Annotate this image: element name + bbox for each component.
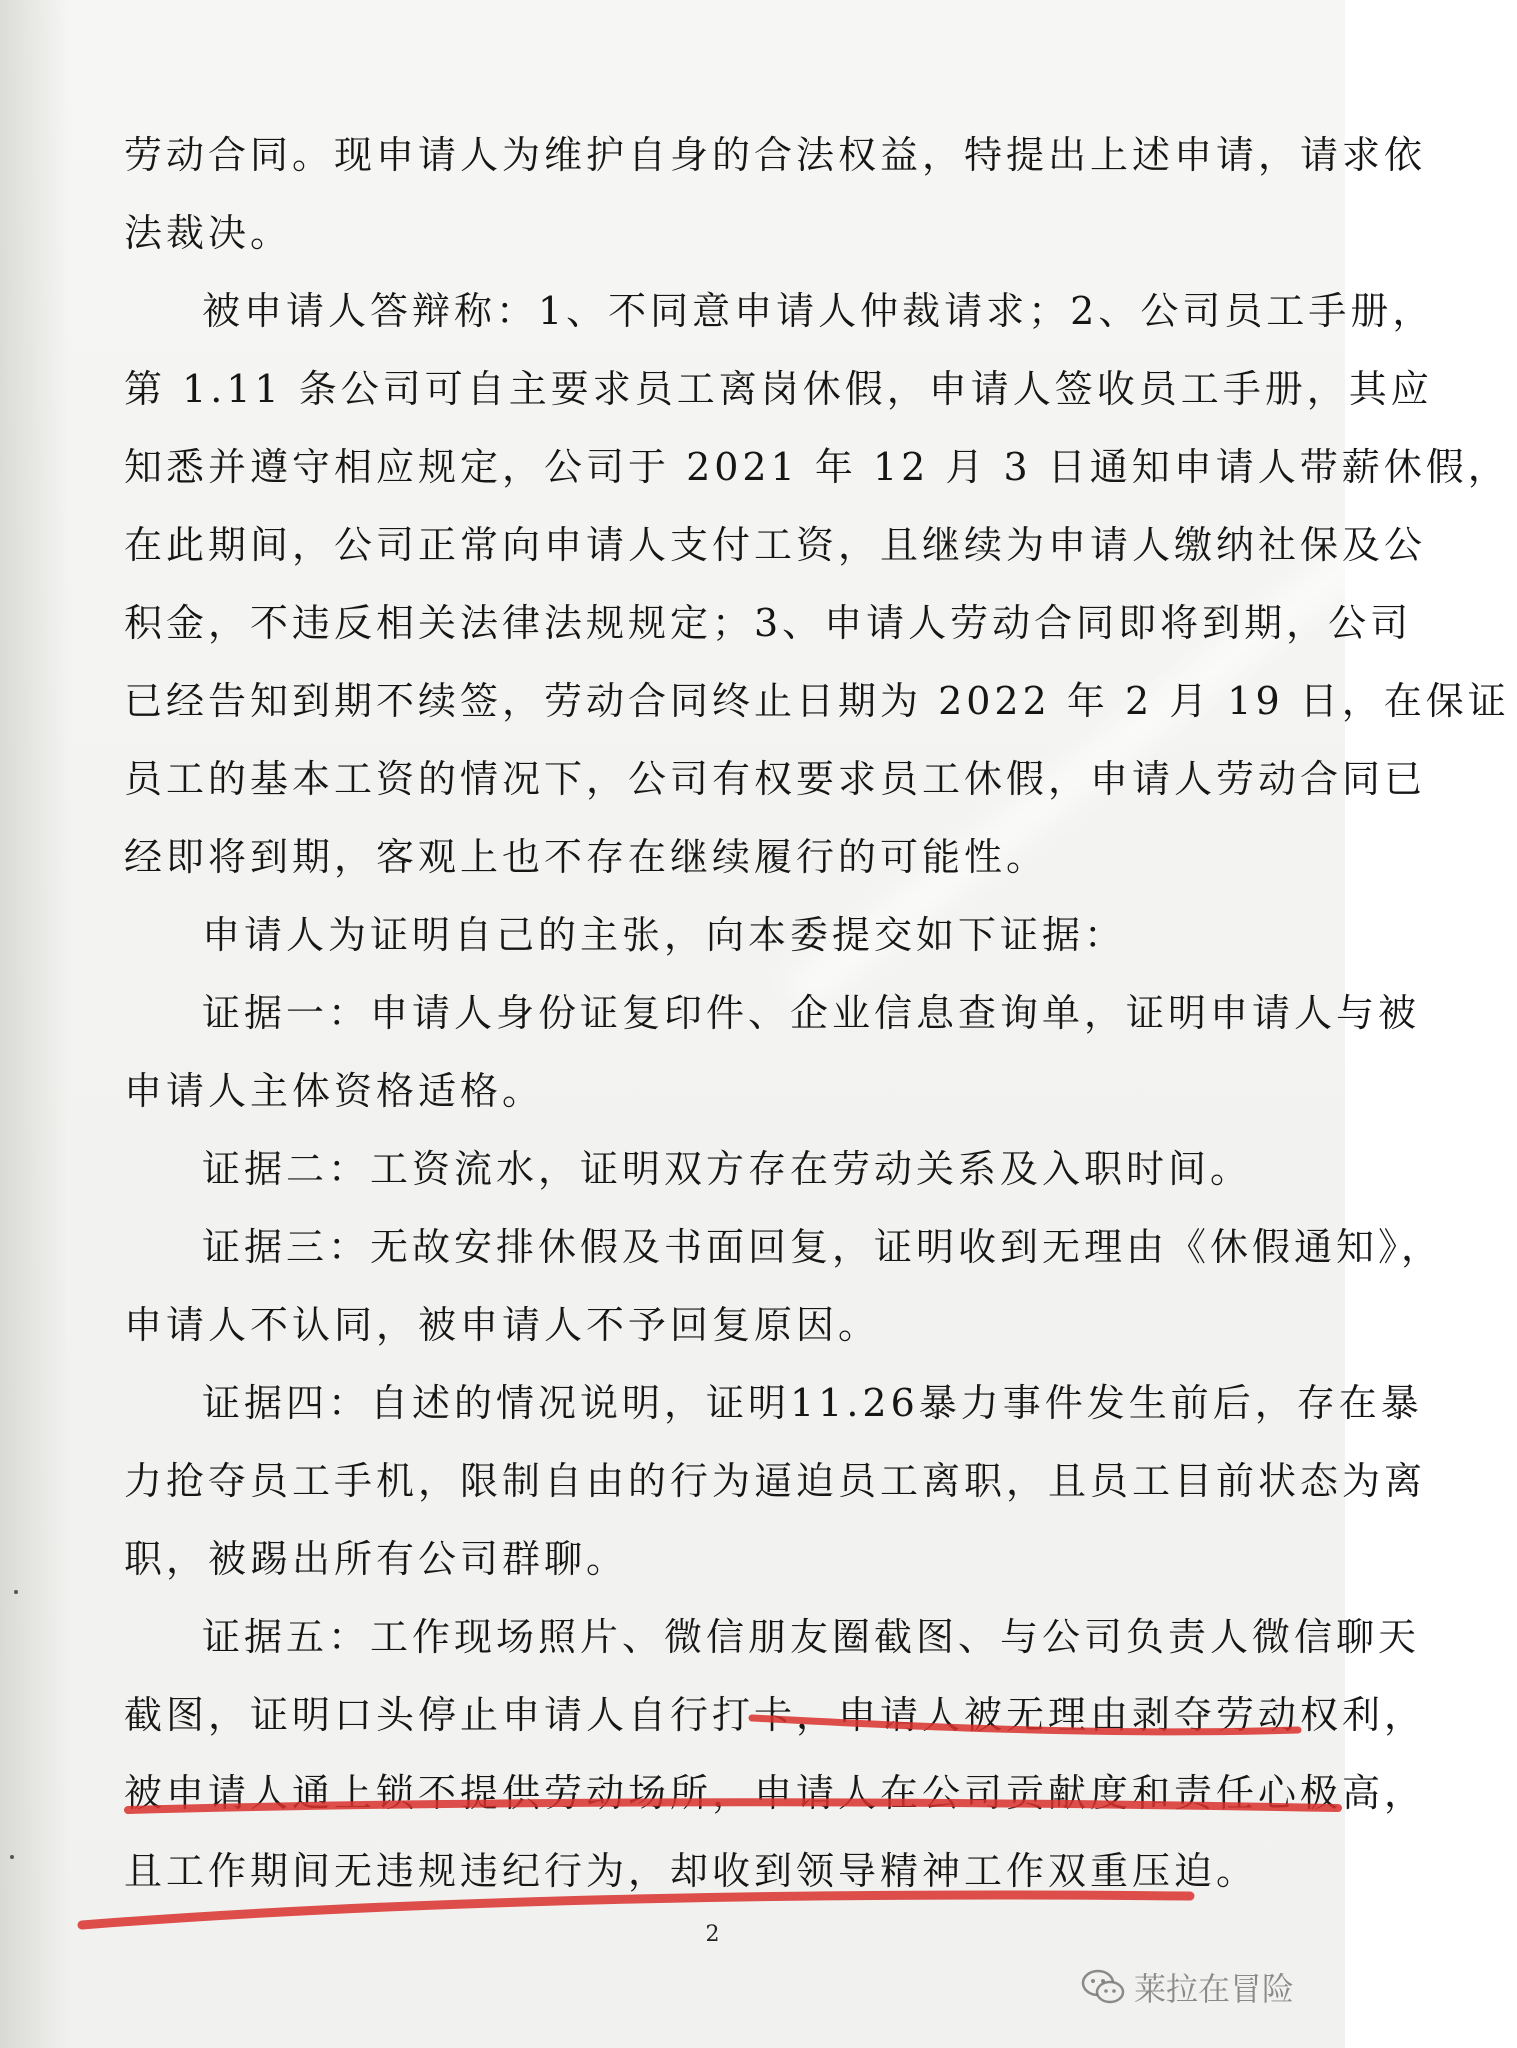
text-line: 申请人主体资格适格。 xyxy=(124,1069,545,1113)
text-line: 已经告知到期不续签，劳动合同终止日期为 2022 年 2 月 19 日，在保证 xyxy=(124,679,1510,723)
text-line: 证据三：无故安排休假及书面回复，证明收到无理由《休假通知》， xyxy=(202,1225,1444,1269)
wechat-icon xyxy=(1080,1967,1126,2007)
text-line: 证据五：工作现场照片、微信朋友圈截图、与公司负责人微信聊天 xyxy=(202,1615,1421,1659)
text-line: 知悉并遵守相应规定，公司于 2021 年 12 月 3 日通知申请人带薪休假， xyxy=(124,445,1510,489)
text-line: 经即将到期，客观上也不存在继续履行的可能性。 xyxy=(124,835,1049,879)
text-line: 法裁决。 xyxy=(124,211,293,255)
page-number: 2 xyxy=(705,1922,720,1947)
text-line: 申请人不认同，被申请人不予回复原因。 xyxy=(124,1303,881,1347)
text-line: 积金，不违反相关法律法规规定；3、申请人劳动合同即将到期，公司 xyxy=(124,601,1413,645)
paper-speck xyxy=(14,1590,18,1594)
text-line: 证据四：自述的情况说明，证明11.26暴力事件发生前后，存在暴 xyxy=(202,1381,1423,1425)
text-line: 截图，证明口头停止申请人自行打卡，申请人被无理由剥夺劳动权利， xyxy=(124,1693,1427,1737)
text-line: 第 1.11 条公司可自主要求员工离岗休假，申请人签收员工手册，其应 xyxy=(124,367,1433,411)
text-line: 证据二：工资流水，证明双方存在劳动关系及入职时间。 xyxy=(202,1147,1253,1191)
text-line: 在此期间，公司正常向申请人支付工资，且继续为申请人缴纳社保及公 xyxy=(124,523,1427,567)
page-shadow xyxy=(0,0,70,2048)
text-line: 被申请人答辩称：1、不同意申请人仲裁请求；2、公司员工手册， xyxy=(202,289,1435,333)
text-line: 劳动合同。现申请人为维护自身的合法权益，特提出上述申请，请求依 xyxy=(124,133,1427,177)
text-line: 申请人为证明自己的主张，向本委提交如下证据： xyxy=(202,913,1127,957)
watermark xyxy=(1080,1962,1294,2012)
text-line: 且工作期间无违规违纪行为，却收到领导精神工作双重压迫。 xyxy=(124,1849,1259,1893)
text-line: 职，被踢出所有公司群聊。 xyxy=(124,1537,629,1581)
text-line: 被申请人通上锁不提供劳动场所，申请人在公司贡献度和责任心极高， xyxy=(124,1771,1427,1815)
text-line: 证据一：申请人身份证复印件、企业信息查询单，证明申请人与被 xyxy=(202,991,1421,1035)
document-body xyxy=(124,116,1510,1910)
text-line: 员工的基本工资的情况下，公司有权要求员工休假，申请人劳动合同已 xyxy=(124,757,1427,801)
text-line: 力抢夺员工手机，限制自由的行为逼迫员工离职，且员工目前状态为离 xyxy=(124,1459,1427,1503)
paper-speck xyxy=(10,1855,14,1859)
watermark-text: 莱拉在冒险 xyxy=(1134,1970,1295,2008)
